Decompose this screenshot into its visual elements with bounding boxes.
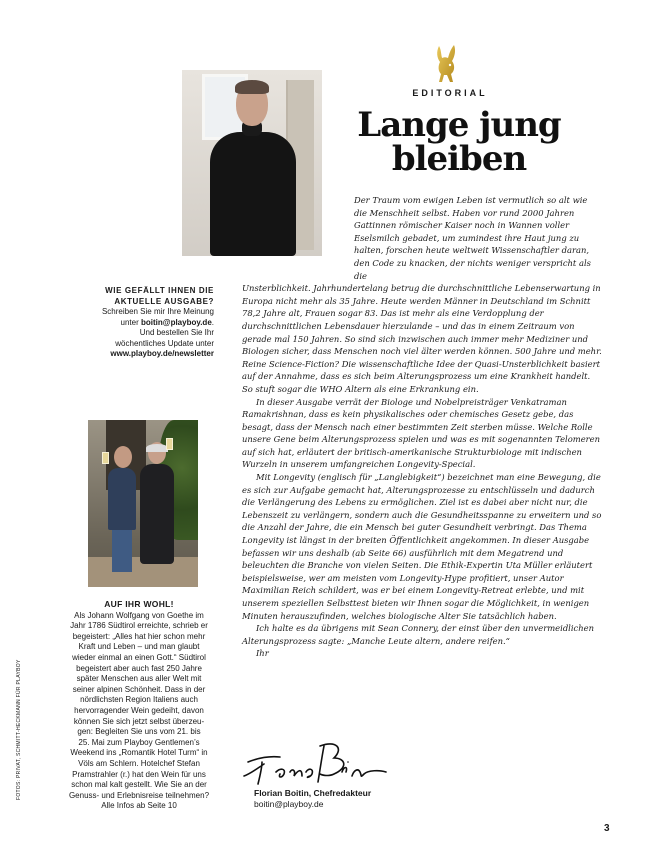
caption-line: Alle Infos ab Seite 10 [101, 801, 177, 811]
newsletter-link[interactable]: www.playboy.de/newsletter [110, 349, 214, 358]
caption-line: wieder einmal an einen Gott.“ Südtirol [72, 652, 206, 662]
caption-line: Als Johann Wolfgang von Goethe im [74, 610, 204, 620]
intro-line: den Code zu knacken, der nichts weniger verspricht als die [354, 257, 591, 281]
feedback-question-line-1: WIE GEFÄLLT IHNEN DIE [105, 286, 214, 295]
headline-line-1: Lange jung [357, 105, 561, 145]
caption-line: gen: Begleiten Sie uns vom 21. bis [77, 727, 201, 737]
toast-photo [88, 420, 198, 587]
caption-line: später Menschen aus aller Welt mit [76, 674, 202, 684]
intro-line: halten, forschen heute weltweit Wissenschaftler daran, [354, 245, 590, 256]
page-number: 3 [604, 823, 610, 834]
signer-email[interactable]: boitin@playboy.de [254, 799, 324, 809]
bunny-logo-icon [430, 44, 460, 84]
editorial-body [242, 194, 602, 660]
caption-title: AUF IHR WOHL! [104, 599, 174, 609]
headline-line-2: bleiben [391, 139, 527, 179]
intro-line: Eselsmilch gebadet, um zumindest ihre Haut jung zu [354, 232, 580, 243]
intro-line: die Menschheit selbst. Haben vor rund 2000 Jahren [354, 207, 575, 218]
caption-line: Genuss- und Erlebnisreise teilnehmen? [68, 790, 210, 800]
feedback-text-line-1: Schreiben Sie mir Ihre Meinung [101, 307, 214, 316]
handwritten-signature [240, 732, 390, 792]
feedback-text-line-4: wöchentliches Update unter [115, 338, 214, 348]
intro-line: Der Traum vom ewigen Leben ist vermutlich so alt wie [354, 195, 588, 205]
signer-block [254, 788, 371, 810]
feedback-prefix: unter [120, 317, 141, 327]
caption-line: 25. Mai zum Playboy Gentlemen’s [78, 737, 200, 747]
intro-line: Gattinnen römischer Kaiser noch in Wannen voller [354, 220, 570, 231]
caption-line: nördlichsten Region Italiens auch [80, 695, 198, 705]
photo-caption [58, 599, 220, 812]
paragraph-1 [242, 194, 602, 396]
paragraph-4: Ich halte es da übrigens mit Sean Connery, der einst über den unvermeidlichen Alterungsprozess sagte: „Manche Leute altern, andere reifen.“ [242, 623, 594, 646]
caption-line: Völs am Schlern. Hotelchef Stefan [78, 758, 200, 768]
feedback-suffix: . [211, 317, 214, 327]
headline [344, 105, 574, 179]
caption-line: Pramstrahler (r.) hat den Wein für uns [72, 769, 206, 779]
caption-line: schon mal kalt gestellt. Wie Sie an der [71, 780, 207, 790]
closing: Ihr [256, 648, 269, 659]
caption-line: Kraft und Leben – und man glaubt [78, 642, 200, 652]
caption-line: Weekend ins „Romantik Hotel Turm“ in [70, 748, 208, 758]
signer-name: Florian Boitin, Chefredakteur [254, 788, 372, 798]
caption-line: hervorragender Wein gedeiht, davon [74, 705, 204, 715]
feedback-text-line-2 [96, 318, 214, 329]
caption-text [58, 611, 220, 812]
feedback-box [96, 286, 214, 360]
feedback-text-line-3: Und bestellen Sie Ihr [139, 328, 214, 337]
caption-line: können Sie sich jetzt selbst überzeu- [73, 716, 205, 726]
feedback-question-line-2: AKTUELLE AUSGABE? [114, 296, 214, 306]
section-kicker: EDITORIAL [412, 88, 488, 98]
paragraph-1-rest: Unsterblichkeit. Jahrhundertelang betrug die durchschnittliche Lebenserwartung in Europa nicht mehr als 35 Jahre. Heute werden Männer in Deutschland im Schnitt 78,2 Jahre alt, Frauen sogar 83. Das ist mehr als eine Verdopplung der durchschnittlichen Lebensdauer hierzulande – und das in einem Zeitraum von gerade mal 150 Jahren. So sind sich inzwischen auch immer mehr Mediziner und Biologen sicher, dass Menschen noch viel älter werden können. 500 Jahre und mehr. Reine Science-Fiction? Die wissenschaftliche Idee der Quasi-Unsterblichkeit basiert auf der Annahme, dass es sich beim Alterungsprozess um eine Krankheit handelt. So stuft sogar die WHO Altern als eine Erkrankung ein. [242, 283, 602, 394]
photo-credit: FOTOS: PRIVAT, SCHMITT-HECKMANN FÜR PLAYBOY [16, 659, 22, 800]
feedback-email-link[interactable]: boitin@playboy.de [141, 317, 212, 327]
caption-line: Jahr 1786 Südtirol erreichte, schrieb er [70, 621, 208, 631]
paragraph-2: In dieser Ausgabe verrät der Biologe und Nobelpreisträger Venkatraman Ramakrishnan, dass es kein physikalisches oder chemisches Gesetz gebe, das besagt, dass der Mensch nach einer bestimmten Zeit sterben müsse. Welche Rolle unsere Gene beim Alterungsprozess spielen und was es mit sogenannten Telomeren auf sich hat, erläutert der britisch-amerikanische Strukturbiologe mit indischen Wurzeln in unserem umfangreichen Longevity-Special. [242, 396, 601, 470]
caption-line: begeistert aber auch fast 250 Jahre [76, 663, 202, 673]
intro-lines [354, 194, 602, 282]
paragraph-3: Mit Longevity (englisch für „Langlebigkeit“) bezeichnet man eine Bewegung, die es sich zur Aufgabe gemacht hat, Alterungsprozesse zu entschlüsseln und dadurch die Verlängerung des Lebens zu ermöglichen. Ziel ist es dabei aber nicht nur, die Lebenszeit zu verlängern, sondern auch die Gesundheitsspanne zu erweitern und so die Anzahl der Jahre, die ein Mensch bei guter Gesundheit verbringt. Das Thema Longevity ist längst in der breiten Öffentlichkeit angekommen. In dieser Ausgabe befassen wir uns deshalb (ab Seite 66) ausführlich mit dem Megatrend und beleuchten die Branche von vielen Seiten. Die Ethik-Expertin Uta Müller erläutert beispielsweise, wer am meisten vom Longevity-Hype profitiert, unser Autor Maximilian Reich schildert, was er bei einem Longevity-Retreat erlebte, und mit unserem speziellen Selbsttest bieten wir Ihnen sogar die Möglichkeit, in wenigen Minuten herauszufinden, welches biologische Alter Sie tatsächlich haben. [242, 472, 602, 621]
caption-line: seiner alpinen Schönheit. Dass in der [72, 684, 206, 694]
caption-line: begeistert: „Alles hat hier schon mehr [72, 631, 206, 641]
